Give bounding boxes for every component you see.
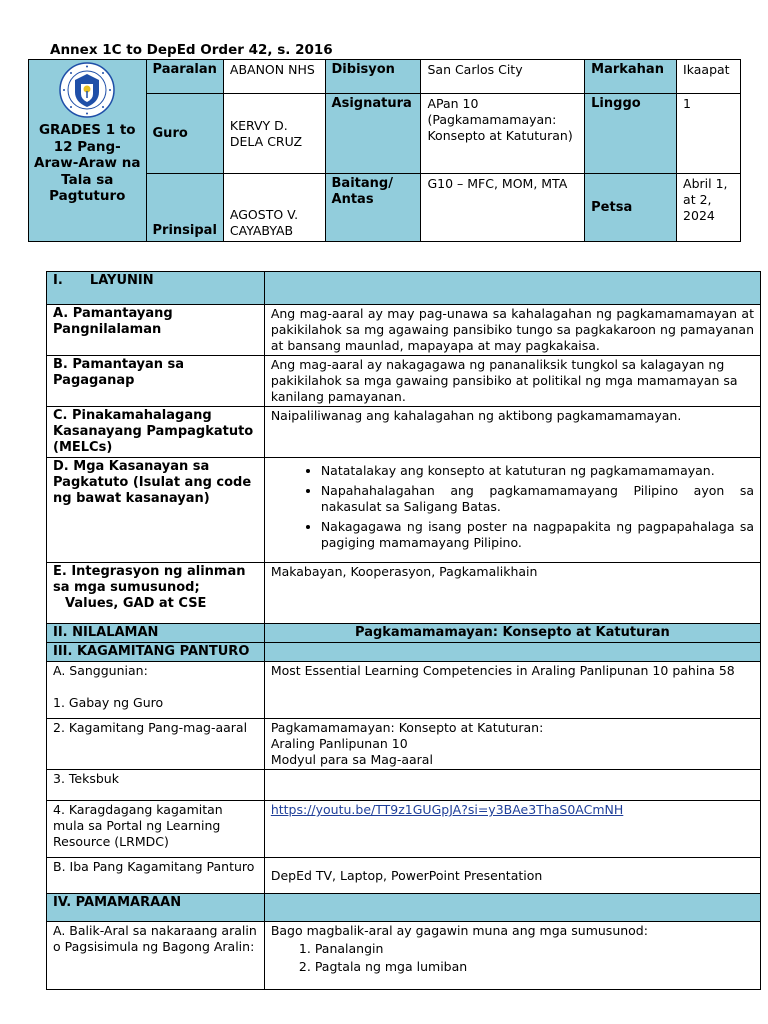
petsa-label: Petsa <box>585 174 677 242</box>
kagamitang-line: Araling Panlipunan 10 <box>270 736 408 751</box>
document-header: Annex 1C to DepEd Order 42, s. 2016 <box>50 42 333 58</box>
iba-pang-kagamitan-value: DepEd TV, Laptop, PowerPoint Presentation <box>264 858 760 894</box>
karagdagang-kagamitan-label: 4. Karagdagang kagamitan mula sa Portal ng Learning Resource (LRMDC) <box>47 801 265 858</box>
kagamitang-line: Pagkamamamayan: Konsepto at Katuturan: <box>270 720 544 735</box>
gabay-label: 1. Gabay ng Guro <box>53 695 164 710</box>
melc-label: C. Pinakamahalagang Kasanayang Pampagkatuto (MELCs) <box>47 407 265 458</box>
kagamitang-line: Modyul para sa Mag-aaral <box>270 752 433 767</box>
kasanayan-label: D. Mga Kasanayan sa Pagkatuto (Isulat ang code ng bawat kasanayan) <box>47 458 265 563</box>
integrasyon-label-cell <box>47 563 265 624</box>
dibisyon-value: San Carlos City <box>421 60 585 94</box>
iba-pang-kagamitan-label: B. Iba Pang Kagamitang Panturo <box>47 858 265 894</box>
pamamaraan-heading-blank <box>264 894 760 922</box>
sanggunian-cell <box>47 662 265 719</box>
pamantayan-pagaganap-value: Ang mag-aaral ay nakagagawa ng pananaliksik tungkol sa kalagayan ng pakikilahok sa mga gawaing pansibiko at politikal ng mga mamamayan sa kanilang pamayanan. <box>264 356 760 407</box>
paaralan-label: Paaralan <box>146 60 223 94</box>
guro-value: KERVY D. DELA CRUZ <box>223 94 325 174</box>
integrasyon-label: E. Integrasyon ng alinman sa mga sumusunod; <box>53 564 246 595</box>
guro-label: Guro <box>146 94 223 174</box>
paaralan-value: ABANON NHS <box>223 60 325 94</box>
kagamitang-pang-mag-aaral-cell <box>264 719 760 770</box>
list-item: • Nakagagawa ng isang poster na nagpapakita ng pagpapahalaga sa pagiging mamamayang Pilipino. <box>321 519 754 551</box>
info-table <box>28 59 741 242</box>
prinsipal-value: AGOSTO V. CAYABYAB <box>223 174 325 242</box>
asignatura-label: Asignatura <box>325 94 421 174</box>
deped-seal-icon <box>59 62 115 118</box>
balik-aral-cell <box>264 922 760 990</box>
kagamitan-heading-blank <box>264 643 760 662</box>
list-item: • Natatalakay ang konsepto at katuturan ng pagkamamamayan. <box>321 463 754 479</box>
grade-title-cell <box>29 60 147 242</box>
asignatura-value: APan 10 (Pagkamamamayan: Konsepto at Katuturan) <box>421 94 585 174</box>
dibisyon-label: Dibisyon <box>325 60 421 94</box>
petsa-value: Abril 1, at 2, 2024 <box>677 174 741 242</box>
balik-aral-list <box>271 941 754 975</box>
karagdagang-kagamitan-cell <box>264 801 760 858</box>
balik-aral-intro: Bago magbalik-aral ay gagawin muna ang mga sumusunod: <box>270 923 648 938</box>
nilalaman-heading: II. NILALAMAN <box>47 624 265 643</box>
teksbuk-label: 3. Teksbuk <box>47 770 265 801</box>
lesson-plan-table <box>46 271 761 990</box>
melc-value: Naipaliliwanag ang kahalagahan ng aktibong pagkamamamayan. <box>264 407 760 458</box>
linggo-label: Linggo <box>585 94 677 174</box>
layunin-heading-blank <box>264 272 760 305</box>
pamantayan-pagaganap-label: B. Pamantayan sa Pagaganap <box>47 356 265 407</box>
baitang-label: Baitang/ Antas <box>325 174 421 242</box>
layunin-heading-text: I. LAYUNIN <box>53 273 154 288</box>
pamantayang-pangnilalaman-label: A. Pamantayang Pangnilalaman <box>47 305 265 356</box>
kagamitan-heading: III. KAGAMITANG PANTURO <box>47 643 265 662</box>
pamantayang-pangnilalaman-value: Ang mag-aaral ay may pag-unawa sa kahalagahan ng pagkamamamayan at pakikilahok sa mg agawaing pansibiko tungo sa pagkakaroon ng pamayanan at bansang maunlad, mapayapa at may pagkakaisa. <box>264 305 760 356</box>
kasanayan-list <box>271 463 754 551</box>
gabay-value: Most Essential Learning Competencies in Araling Panlipunan 10 pahina 58 <box>264 662 760 719</box>
prinsipal-label: Prinsipal <box>146 174 223 242</box>
list-item: • Napahahalagahan ang pagkamamamayang Pilipino ayon sa nakasulat sa Saligang Batas. <box>321 483 754 515</box>
kasanayan-cell <box>264 458 760 563</box>
teksbuk-value <box>264 770 760 801</box>
kagamitang-pang-mag-aaral-label: 2. Kagamitang Pang-mag-aaral <box>47 719 265 770</box>
markahan-label: Markahan <box>585 60 677 94</box>
nilalaman-value: Pagkamamamayan: Konsepto at Katuturan <box>264 624 760 643</box>
list-item: 2. Pagtala ng mga lumiban <box>315 959 754 975</box>
balik-aral-label: A. Balik-Aral sa nakaraang aralin o Pagsisimula ng Bagong Aralin: <box>47 922 265 990</box>
grade-title: GRADES 1 to 12 Pang-Araw-Araw na Tala sa Pagtuturo <box>34 122 141 204</box>
pamamaraan-heading: IV. PAMAMARAAN <box>47 894 265 922</box>
integrasyon-value: Makabayan, Kooperasyon, Pagkamalikhain <box>264 563 760 624</box>
baitang-value: G10 – MFC, MOM, MTA <box>421 174 585 242</box>
integrasyon-sublabel: Values, GAD at CSE <box>65 596 207 611</box>
sanggunian-label: A. Sanggunian: <box>53 663 148 678</box>
list-item: 1. Panalangin <box>315 941 754 957</box>
linggo-value: 1 <box>677 94 741 174</box>
layunin-heading <box>47 272 265 305</box>
markahan-value: Ikaapat <box>677 60 741 94</box>
youtube-link[interactable]: https://youtu.be/TT9z1GUGpJA?si=y3BAe3ThaS0ACmNH <box>270 802 624 817</box>
